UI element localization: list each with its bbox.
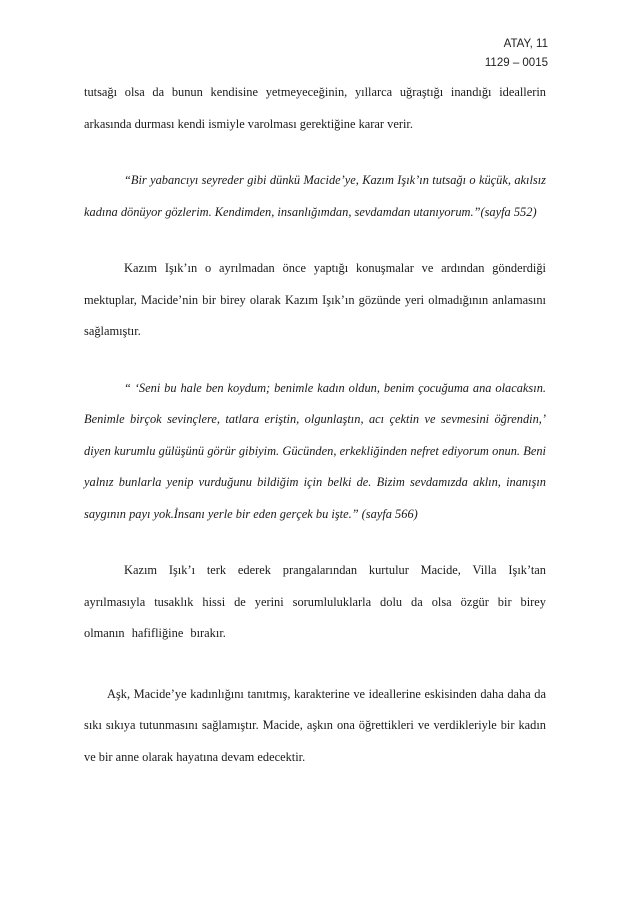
body-paragraph-2: Kazım Işık’ı terk ederek prangalarından kurtulur Macide, Villa Işık’tan ayrılmasıyla tusaklık hissi de yerini sorumluluklarla dolu da olsa özgür bir birey olmanın hafifliğine bırakır. (84, 563, 546, 640)
quote-paragraph-1: “Bir yabancıyı seyreder gibi dünkü Macide’ye, Kazım Işık’ın tutsağı o küçük, akılsız kadına dönüyor gözlerim. Kendimden, insanlığımdan, sevdamdan utanıyorum.”(sayfa 552) (84, 173, 546, 219)
document-body (84, 77, 546, 773)
body-paragraph-1: Kazım Işık’ın o ayrılmadan önce yaptığı konuşmalar ve ardından gönderdiği mektuplar, Macide’nin bir birey olarak Kazım Işık’ın gözünde yeri olmadığının anlamasını sağlamıştır. (84, 261, 546, 338)
body-paragraph-3: Aşk, Macide’ye kadınlığını tanıtmış, karakterine ve ideallerine eskisinden daha daha da sıkı sıkıya tutunmasını sağlamıştır. Macide, aşkın ona öğrettikleri ve verdikleriyle bir kadın ve bir anne olarak hayatına devam edecektir. (84, 686, 546, 764)
header-student-id: 1129 – 0015 (484, 57, 548, 69)
paragraph-continued: tutsağı olsa da bunun kendisine yetmeyeceğinin, yıllarca uğraştığı inandığı ideallerin arkasında durması kendi ismiyle varolması gerektiğine karar verir. (84, 85, 546, 131)
quote-paragraph-2: “ ‘Seni bu hale ben koydum; benimle kadın oldun, benim çocuğuma ana olacaksın. Benimle birçok sevinçlere, tatlara eriştin, olgunlaştın, acı çektin ve sevmesini öğrendin,’ diyen kurumlu gülüşünü görür gibiyim. Gücünden, erkekliğinden nefret ediyorum onun. Beni yalnız bunlarla yenip vurduğunu bildiğim için belki de. Bizim sevdamızda aklın, inanışın saygının payı yok.İnsanı yerle bir eden gerçek bu işte.” (sayfa 566) (84, 380, 546, 521)
page-header (485, 35, 548, 73)
header-author: ATAY, 11 (503, 38, 548, 50)
